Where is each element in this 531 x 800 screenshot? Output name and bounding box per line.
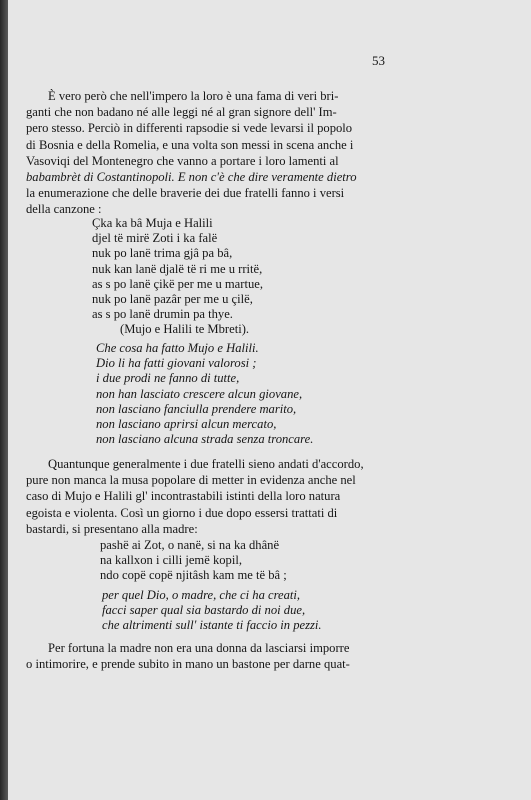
verse-line: pashë ai Zot, o nanë, si na ka dhânë	[100, 538, 280, 552]
page-number: 53	[372, 53, 385, 68]
text-line: caso di Mujo e Halili gl' incontrastabili istinti della loro natura	[26, 489, 341, 504]
book-page	[8, 0, 531, 800]
text-line: Vasoviqi del Montenegro che vanno a portare i loro lamenti al	[26, 153, 339, 168]
verse-line: i due prodi ne fanno di tutte,	[96, 371, 240, 386]
verse-line: djel të mirë Zoti i ka falë	[92, 231, 218, 246]
text-line: babambrèt di Costantinopoli. E non c'è che dire veramente dietro	[26, 170, 357, 185]
verse-1-albanian	[92, 216, 263, 338]
verse-line: non lasciano fanciulla prendere marito,	[96, 401, 297, 416]
text-line: la enumerazione che delle braverie dei due fratelli fanno i versi	[26, 186, 345, 201]
text-line: o intimorire, e prende subito in mano un bastone per darne quat-	[26, 657, 350, 672]
verse-line: nuk kan lanë djalë të ri me u rritë,	[92, 261, 263, 276]
verse-line: na kallxon i cilli jemë kopil,	[100, 553, 242, 568]
text-line: Quantunque generalmente i due fratelli sieno andati d'accordo,	[48, 457, 364, 471]
text-line: egoista e violenta. Così un giorno i due dopo essersi trattati di	[26, 505, 338, 520]
text-line: di Bosnia e della Romelia, e una volta son messi in scena anche i	[26, 137, 354, 152]
verse-attribution: (Mujo e Halili te Mbreti).	[120, 322, 250, 337]
verse-line: facci saper qual sia bastardo di noi due,	[102, 603, 306, 618]
verse-line: as s po lanë çikë per me u martue,	[92, 276, 263, 291]
verse-line: per quel Dio, o madre, che ci ha creati,	[102, 588, 301, 602]
text-line: Per fortuna la madre non era una donna da lasciarsi imporre	[48, 641, 350, 655]
text-line: È vero però che nell'impero la loro è una fama di veri bri-	[48, 89, 339, 103]
text-line: bastardi, si presentano alla madre:	[26, 521, 198, 536]
verse-1-italian	[96, 341, 313, 447]
verse-line: ndo copë copë njitâsh kam me të bâ ;	[100, 568, 287, 583]
verse-line: Dio li ha fatti giovani valorosi ;	[96, 356, 257, 371]
text-line: ganti che non badano né alle leggi né al gran signore dell' Im-	[26, 105, 337, 120]
verse-2-italian	[102, 588, 322, 634]
paragraph-3	[26, 640, 406, 672]
text-line: pure non manca la musa popolare di metter in evidenza anche nel	[26, 473, 356, 488]
paragraph-2	[26, 456, 406, 537]
page-binding-shadow	[0, 0, 8, 800]
paragraph-1	[26, 88, 406, 218]
verse-line: as s po lanë drumin pa thye.	[92, 307, 233, 322]
verse-line: non lasciano alcuna strada senza troncare.	[96, 432, 314, 447]
verse-line: non lasciano aprirsi alcun mercato,	[96, 417, 277, 432]
text-line: pero stesso. Perciò in differenti rapsodie si vede levarsi il popolo	[26, 121, 353, 136]
verse-line: nuk po lanë trima gjâ pa bâ,	[92, 246, 233, 261]
verse-line: Çka ka bâ Muja e Halili	[92, 216, 213, 230]
verse-line: che altrimenti sull' istante ti faccio in pezzi.	[102, 618, 322, 633]
verse-line: Che cosa ha fatto Mujo e Halili.	[96, 341, 259, 355]
text-line: della canzone :	[26, 202, 102, 217]
verse-2-albanian	[100, 538, 287, 584]
verse-line: nuk po lanë pazâr per me u çilë,	[92, 292, 253, 307]
verse-line: non han lasciato crescere alcun giovane,	[96, 386, 303, 401]
